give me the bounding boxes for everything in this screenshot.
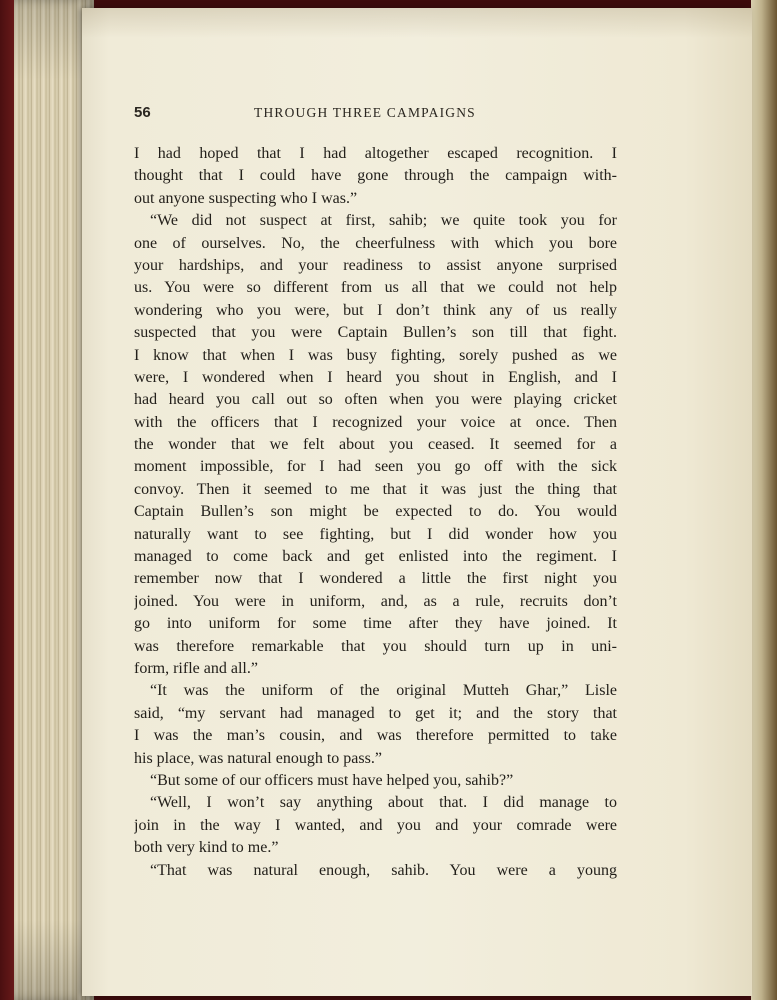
text-line: “It was the uniform of the original Mutteh Ghar,” Lisle: [150, 682, 617, 700]
running-title: THROUGH THREE CAMPAIGNS: [254, 105, 476, 120]
text-line: your hardships, and your readiness to assist anyone surprised: [134, 256, 617, 274]
text-line: joined. You were in uniform, and, as a rule, recruits don’t: [134, 592, 617, 610]
text-line: “But some of our officers must have helped you, sahib?”: [150, 771, 514, 789]
text-line: form, rifle and all.”: [134, 659, 258, 677]
text-line: said, “my servant had managed to get it; and the story that: [134, 704, 617, 722]
running-head: [134, 104, 554, 128]
text-line: his place, was natural enough to pass.”: [134, 749, 382, 767]
text-line: suspected that you were Captain Bullen’s son till that fight.: [134, 324, 617, 342]
body-text: [134, 143, 617, 882]
text-line: with the officers that I recognized your voice at once. Then: [134, 413, 617, 431]
text-line: managed to come back and get enlisted into the regiment. I: [134, 548, 617, 566]
page-right-edge: [751, 0, 777, 1000]
text-line: naturally want to see fighting, but I did wonder how you: [134, 525, 617, 543]
text-line: thought that I could have gone through the campaign with-: [134, 167, 617, 185]
text-line: I was the man’s cousin, and was therefore permitted to take: [134, 727, 617, 745]
text-line: remember now that I wondered a little the first night you: [134, 570, 617, 588]
text-line: both very kind to me.”: [134, 839, 279, 857]
text-line: “We did not suspect at first, sahib; we quite took you for: [150, 212, 617, 230]
page-number: 56: [134, 104, 151, 121]
text-line: us. You were so different from us all that we could not help: [134, 279, 617, 297]
text-line: the wonder that we felt about you ceased. It seemed for a: [134, 436, 617, 454]
text-line: one of ourselves. No, the cheerfulness with which you bore: [134, 234, 617, 252]
text-line: “Well, I won’t say anything about that. I did manage to: [150, 794, 617, 812]
text-line: I had hoped that I had altogether escaped recognition. I: [134, 145, 617, 162]
text-line: I know that when I was busy fighting, sorely pushed as we: [134, 346, 617, 364]
text-line: convoy. Then it seemed to me that it was just the thing that: [134, 480, 617, 498]
text-line: moment impossible, for I had seen you go off with the sick: [134, 458, 617, 476]
text-line: join in the way I wanted, and you and your comrade were: [134, 816, 617, 834]
text-line: “That was natural enough, sahib. You were a young: [150, 861, 617, 879]
text-line: go into uniform for some time after they have joined. It: [134, 615, 617, 633]
text-line: was therefore remarkable that you should turn up in uni-: [134, 637, 617, 655]
text-line: had heard you call out so often when you were playing cricket: [134, 391, 617, 409]
text-line: Captain Bullen’s son might be expected to do. You would: [134, 503, 617, 521]
text-line: were, I wondered when I heard you shout in English, and I: [134, 368, 617, 386]
text-line: wondering who you were, but I don’t think any of us really: [134, 301, 617, 319]
text-line: out anyone suspecting who I was.”: [134, 189, 358, 207]
